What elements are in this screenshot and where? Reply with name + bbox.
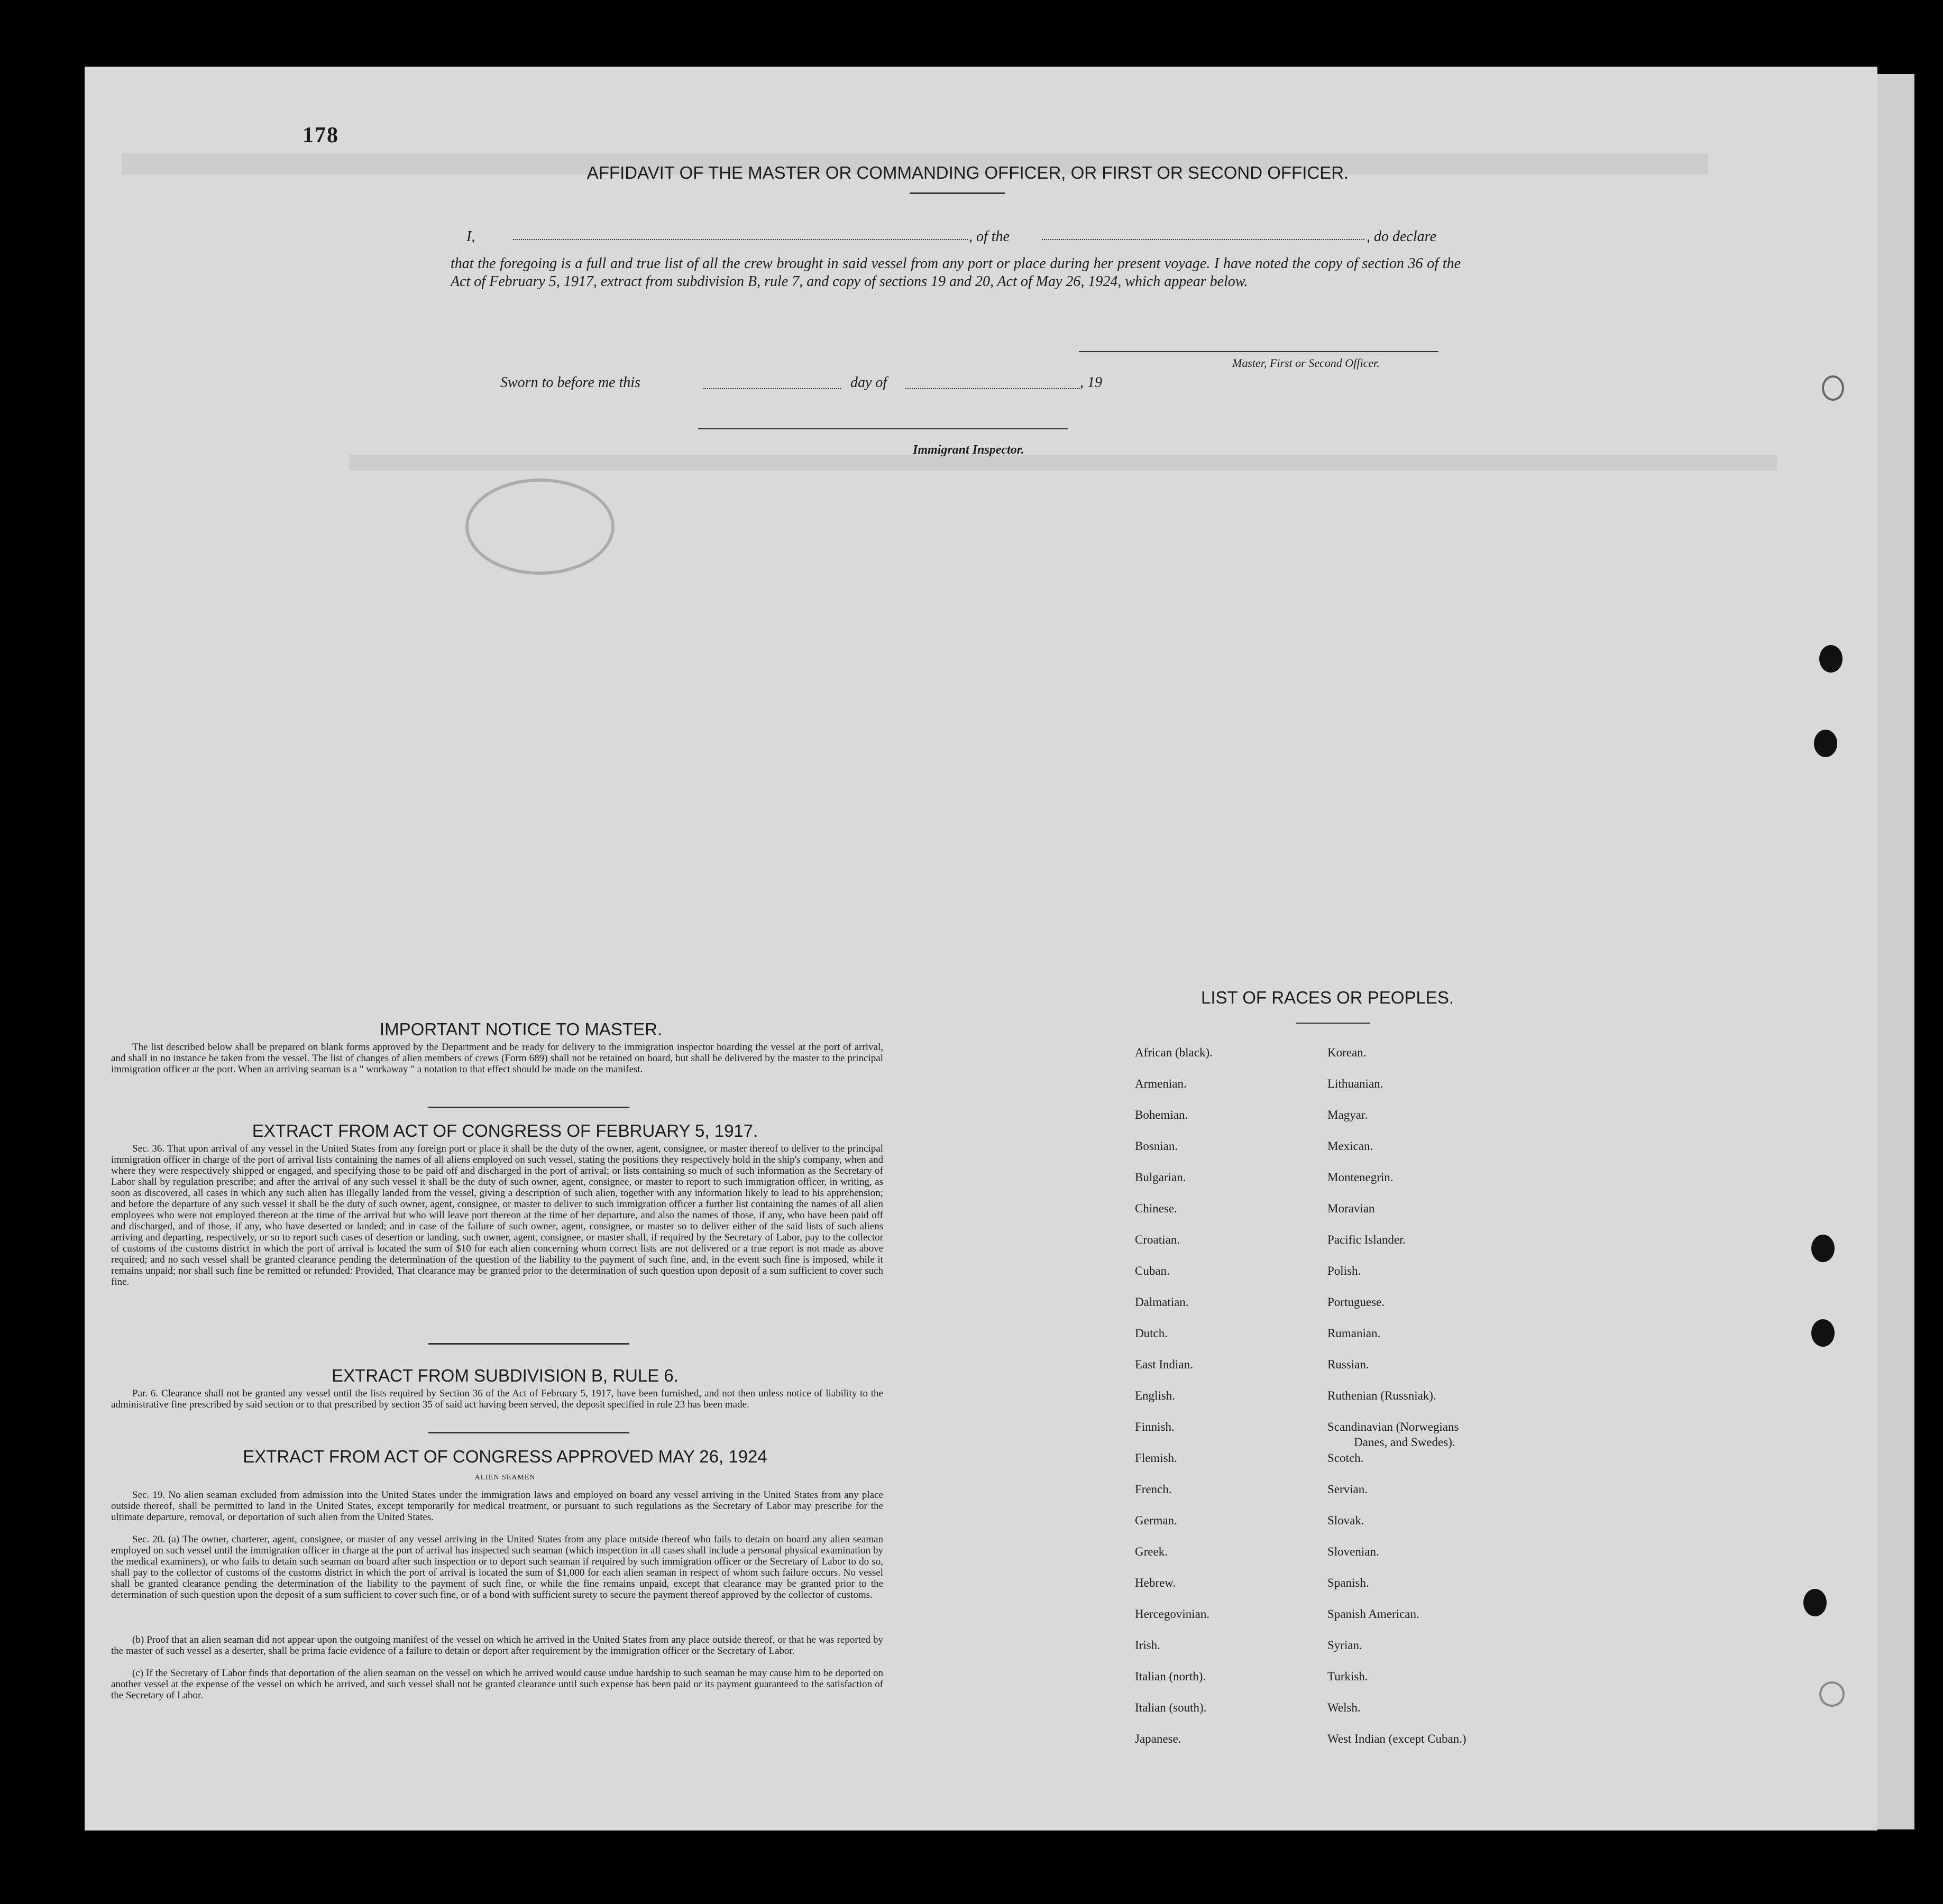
race-item: Bosnian. bbox=[1135, 1139, 1178, 1153]
name-field[interactable] bbox=[513, 239, 968, 240]
race-item: Greek. bbox=[1135, 1545, 1168, 1558]
race-item: Armenian. bbox=[1135, 1077, 1187, 1090]
race-item: Dutch. bbox=[1135, 1327, 1168, 1340]
race-item: Slovenian. bbox=[1327, 1545, 1379, 1558]
extract-1924-title: EXTRACT FROM ACT OF CONGRESS APPROVED MAY 26, 1924 bbox=[243, 1447, 767, 1466]
sworn-label: Sworn to before me this bbox=[500, 374, 640, 391]
inspector-label: Immigrant Inspector. bbox=[913, 443, 1024, 457]
race-item: Chinese. bbox=[1135, 1202, 1177, 1215]
race-item: Dalmatian. bbox=[1135, 1295, 1189, 1309]
race-item: Lithuanian. bbox=[1327, 1077, 1383, 1090]
races-rule bbox=[1296, 1023, 1370, 1024]
affidavit-title: AFFIDAVIT OF THE MASTER OR COMMANDING OFFICER, OR FIRST OR SECOND OFFICER. bbox=[586, 163, 1349, 182]
race-item: German. bbox=[1135, 1514, 1177, 1527]
section-rule bbox=[428, 1107, 629, 1108]
master-signature-line[interactable] bbox=[1079, 351, 1438, 352]
race-item: Italian (south). bbox=[1135, 1701, 1207, 1714]
affidavit-body: that the foregoing is a full and true list of all the crew brought in said vessel from any port or place during her present voyage. I have noted the copy of section 36 of the Act of February 5, 1917, extract from subdivision B, rule 7, and copy of sections 19 and 20, Act of May 26, 1924, which appear below. bbox=[451, 255, 1461, 290]
race-item: Magyar. bbox=[1327, 1108, 1368, 1121]
binding-ring bbox=[1822, 375, 1844, 401]
year-label: , 19 bbox=[1080, 374, 1102, 391]
race-item: Pacific Islander. bbox=[1327, 1233, 1406, 1246]
race-item: Cuban. bbox=[1135, 1264, 1170, 1277]
race-item: Scandinavian (Norwegians bbox=[1327, 1420, 1459, 1433]
notice-text: The list described below shall be prepared on blank forms approved by the Department and be ready for delivery to the immigration inspector boarding the vessel at the port of arrival, and shall in no instance be taken from the vessel. The list of changes of alien members of crews (Form 689) shall not be retained on board, but shall be delivered by the master to the principal immigration officer at the port. When an arriving seaman is a " workaway " a notation to that effect should be made on the manifest. bbox=[111, 1042, 883, 1075]
sworn-day-field[interactable] bbox=[703, 388, 841, 389]
inspector-signature-line[interactable] bbox=[698, 428, 1068, 429]
race-item: Bulgarian. bbox=[1135, 1171, 1186, 1184]
day-of-label: day of bbox=[850, 374, 887, 391]
race-item: Russian. bbox=[1327, 1358, 1369, 1371]
punch-hole bbox=[1811, 1319, 1835, 1347]
race-item: Italian (north). bbox=[1135, 1670, 1206, 1683]
master-label: Master, First or Second Officer. bbox=[1232, 356, 1380, 370]
race-item: Bohemian. bbox=[1135, 1108, 1188, 1121]
race-item: Moravian bbox=[1327, 1202, 1375, 1215]
page-edge bbox=[1877, 74, 1914, 1829]
race-item: East Indian. bbox=[1135, 1358, 1193, 1371]
race-item: Hebrew. bbox=[1135, 1576, 1176, 1589]
race-item: Hercegovinian. bbox=[1135, 1607, 1210, 1621]
race-item: Mexican. bbox=[1327, 1139, 1373, 1153]
punch-hole bbox=[1819, 645, 1843, 673]
extract-1924-sec20c: (c) If the Secretary of Labor finds that deportation of the alien seaman on the vessel on which he arrived would cause undue hardship to such seaman he may cause him to be deported on another vessel at the expense of the vessel on which he arrived, and such vessel shall not be granted clearance until such expense has been paid or its payment guaranteed to the satisfaction of the Secretary of Labor. bbox=[111, 1668, 883, 1701]
race-item: Japanese. bbox=[1135, 1732, 1181, 1745]
race-item: Ruthenian (Russniak). bbox=[1327, 1389, 1436, 1402]
race-item: Spanish. bbox=[1327, 1576, 1369, 1589]
race-item: English. bbox=[1135, 1389, 1176, 1402]
race-item: Finnish. bbox=[1135, 1420, 1175, 1433]
race-item: Syrian. bbox=[1327, 1639, 1362, 1652]
race-item: Korean. bbox=[1327, 1046, 1367, 1059]
race-item: Polish. bbox=[1327, 1264, 1361, 1277]
notice-title: IMPORTANT NOTICE TO MASTER. bbox=[379, 1019, 663, 1039]
declare-i: I, bbox=[466, 228, 475, 245]
sworn-month-field[interactable] bbox=[905, 388, 1080, 389]
extract-rule6-title: EXTRACT FROM SUBDIVISION B, RULE 6. bbox=[332, 1366, 679, 1385]
punch-hole bbox=[1811, 1235, 1835, 1262]
race-item: West Indian (except Cuban.) bbox=[1327, 1732, 1467, 1745]
race-item: Scotch. bbox=[1327, 1451, 1364, 1465]
race-item: Flemish. bbox=[1135, 1451, 1177, 1465]
declare-end: , do declare bbox=[1367, 228, 1436, 245]
race-item: Irish. bbox=[1135, 1639, 1160, 1652]
section-rule bbox=[428, 1432, 629, 1433]
section-rule bbox=[428, 1343, 629, 1345]
extract-rule6-text: Par. 6. Clearance shall not be granted any vessel until the lists required by Section 36 of the Act of February 5, 1917, have been furnished, and not then unless notice of liability to the administrative fine prescribed by said section or to that prescribed by section 35 of said act having been served, the deposit specified in rule 23 has been made. bbox=[111, 1388, 883, 1410]
race-item: Rumanian. bbox=[1327, 1327, 1381, 1340]
extract-1924-subtitle: ALIEN SEAMEN bbox=[474, 1474, 536, 1482]
extract-1917-title: EXTRACT FROM ACT OF CONGRESS OF FEBRUARY 5, 1917. bbox=[252, 1121, 758, 1140]
extract-1924-sec20a: Sec. 20. (a) The owner, charterer, agent, consignee, or master of any vessel arriving in the United States from any place outside thereof who fails to detain on board any alien seaman employed on such vessel until the immigration officer in charge at the port of arrival has inspected such seaman (which inspection in all cases shall include a personal physical examination by the medical examiners), or who fails to detain such seaman on board after such inspection or to deport such seaman if required by such immigration officer or the Secretary of Labor to do so, shall pay to the collector of customs of the customs district in which the port of arrival is located the sum of $1,000 for each alien seaman in respect of whom such failure occurs. No vessel shall be granted clearance pending the determination of the liability to the payment of such fine, or while the fine remains unpaid, except that clearance may be granted prior to the determination of such question upon the deposit of a sum sufficient to cover such fine, or of a bond with sufficient surety to secure the payment thereof approved by the collector of customs. bbox=[111, 1534, 883, 1601]
race-item: Montenegrin. bbox=[1327, 1171, 1394, 1184]
race-item: Servian. bbox=[1327, 1483, 1368, 1496]
declare-of-the: , of the bbox=[969, 228, 1010, 245]
race-item: Turkish. bbox=[1327, 1670, 1368, 1683]
race-item: Spanish American. bbox=[1327, 1607, 1419, 1621]
title-rule bbox=[910, 192, 1005, 194]
race-item: Danes, and Swedes). bbox=[1354, 1436, 1455, 1449]
page-number: 178 bbox=[303, 123, 339, 148]
race-item: African (black). bbox=[1135, 1046, 1213, 1059]
punch-hole bbox=[1803, 1589, 1827, 1616]
race-item: French. bbox=[1135, 1483, 1172, 1496]
binding-ring bbox=[1819, 1681, 1845, 1707]
bleed-through-band bbox=[349, 455, 1777, 471]
race-item: Portuguese. bbox=[1327, 1295, 1385, 1309]
races-title: LIST OF RACES OR PEOPLES. bbox=[1200, 988, 1454, 1007]
race-item: Slovak. bbox=[1327, 1514, 1364, 1527]
punch-hole bbox=[1814, 730, 1837, 757]
extract-1917-text: Sec. 36. That upon arrival of any vessel in the United States from any foreign port or place it shall be the duty of the owner, agent, consignee, or master thereof to deliver to the principal immigration officer in charge of the port of arrival lists containing the names of all aliens employed on such vessel, stating the positions they respectively hold in the ship's company, when and where they were respectively shipped or engaged, and specifying those to be paid off and discharged in the port of arrival; or lists containing so much of such information as the Secretary of Labor shall by regulation prescribe; and after the arrival of any such vessel it shall be the duty of such owner, agent, consignee, or master to report to such immigration officer, in writing, as soon as discovered, all cases in which any such alien has illegally landed from the vessel, giving a description of such alien, together with any information likely to lead to his apprehension; and before the departure of any such vessel it shall be the duty of such owner, agent, consignee, or master to deliver to such immigration officer a further list containing the names of all alien employees who were not employed thereon at the time of the arrival but who will leave port thereon at the time of her departure, and also the names of those, if any, who have been paid off and discharged, and of those, if any, who have deserted or landed; and in case of the failure of such owner, agent, consignee, or master so to deliver either of the said lists of such aliens arriving and departing, respectively, or so to report such cases of desertion or landing, such owner, agent, consignee, or master shall, if required by the Secretary of Labor, pay to the collector of customs of the customs district in which the port of arrival is located the sum of $10 for each alien concerning whom correct lists are not delivered or a true report is not made as above required; and no such vessel shall be granted clearance pending the determination of the question of the liability to the payment of such fine, and, in the event such fine is imposed, while it remains unpaid; nor shall such fine be remitted or refunded: Provided, That clearance may be granted prior to the determination of such question upon deposit of a sum sufficient to cover such fine. bbox=[111, 1143, 883, 1287]
extract-1924-sec20b: (b) Proof that an alien seaman did not appear upon the outgoing manifest of the vessel on which he arrived in the United States from any place outside thereof, or that he was reported by the master of such vessel as a deserter, shall be prima facie evidence of a failure to detain or deport after requirement by the immigration officer or the Secretary of Labor. bbox=[111, 1634, 883, 1657]
faded-stamp bbox=[465, 479, 615, 575]
race-item: Croatian. bbox=[1135, 1233, 1180, 1246]
vessel-field[interactable] bbox=[1042, 239, 1364, 240]
race-item: Welsh. bbox=[1327, 1701, 1361, 1714]
extract-1924-sec19: Sec. 19. No alien seaman excluded from admission into the United States under the immigration laws and employed on board any vessel arriving in the United States from any place outside thereof, shall be permitted to land in the United States, except temporarily for medical treatment, or pursuant to such regulations as the Secretary of Labor may prescribe for the ultimate departure, removal, or deportation of such alien from the United States. bbox=[111, 1489, 883, 1523]
